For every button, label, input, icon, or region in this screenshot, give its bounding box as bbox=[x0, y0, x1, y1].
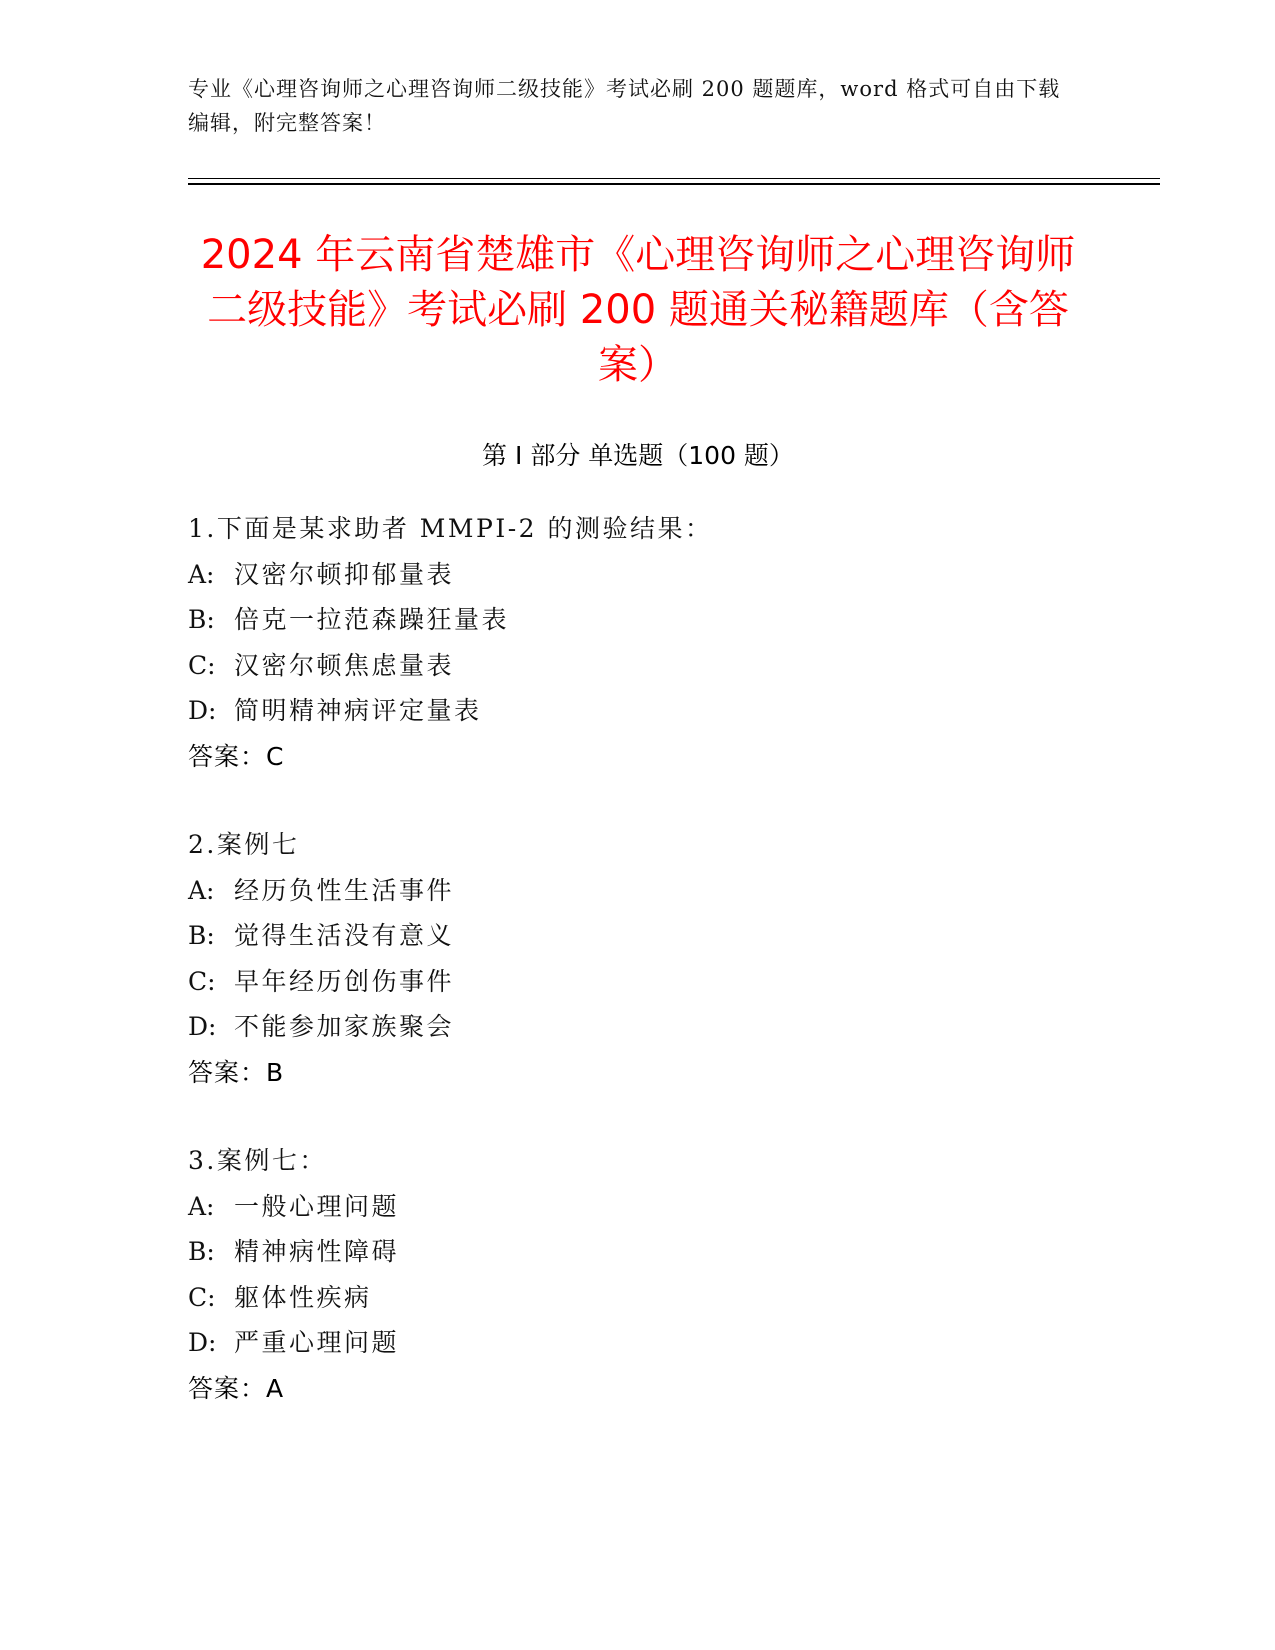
option-d bbox=[188, 1004, 1088, 1050]
option-letter: D: bbox=[188, 1012, 217, 1041]
option-c bbox=[188, 959, 1088, 1005]
option-text: 汉密尔顿抑郁量表 bbox=[234, 559, 455, 589]
option-d bbox=[188, 1320, 1088, 1366]
option-b bbox=[188, 1229, 1088, 1275]
option-text: 严重心理问题 bbox=[234, 1328, 400, 1357]
option-a bbox=[188, 868, 1088, 914]
option-letter: D: bbox=[188, 1328, 217, 1357]
option-text: 早年经历创伤事件 bbox=[234, 966, 455, 996]
option-letter: B: bbox=[188, 1237, 215, 1266]
option-letter: D: bbox=[188, 696, 217, 725]
option-a bbox=[188, 552, 1088, 598]
option-letter: A: bbox=[188, 875, 215, 905]
option-text: 一般心理问题 bbox=[234, 1191, 400, 1221]
option-text: 汉密尔顿焦虑量表 bbox=[234, 650, 455, 680]
option-d bbox=[188, 688, 1088, 734]
option-letter: A: bbox=[188, 1191, 215, 1221]
question-3 bbox=[188, 1138, 1088, 1411]
option-text: 觉得生活没有意义 bbox=[234, 921, 455, 950]
option-a bbox=[188, 1184, 1088, 1230]
answer-line: 答案：C bbox=[188, 741, 285, 771]
question-1 bbox=[188, 506, 1088, 779]
option-text: 倍克一拉范森躁狂量表 bbox=[234, 605, 510, 634]
option-text: 不能参加家族聚会 bbox=[234, 1012, 455, 1041]
option-text: 躯体性疾病 bbox=[234, 1282, 372, 1312]
header-note: 专业《心理咨询师之心理咨询师二级技能》考试必刷 200 题题库，word 格式可自由下载编辑，附完整答案！ bbox=[188, 77, 1061, 135]
question-stem: 2.案例七 bbox=[188, 830, 300, 859]
option-c bbox=[188, 1275, 1088, 1321]
question-stem: 1.下面是某求助者 MMPI-2 的测验结果： bbox=[188, 514, 713, 543]
option-letter: C: bbox=[188, 1282, 216, 1312]
question-stem: 3.案例七： bbox=[188, 1146, 327, 1175]
section-heading: 第 I 部分 单选题（100 题） bbox=[482, 441, 794, 470]
option-b bbox=[188, 913, 1088, 959]
option-letter: C: bbox=[188, 966, 216, 996]
option-letter: A: bbox=[188, 559, 215, 589]
option-letter: B: bbox=[188, 921, 215, 950]
question-2 bbox=[188, 822, 1088, 1095]
answer-line: 答案：A bbox=[188, 1373, 285, 1403]
document-title: 2024 年云南省楚雄市《心理咨询师之心理咨询师二级技能》考试必刷 200 题通关秘籍题库（含答案） bbox=[200, 232, 1076, 388]
header-divider-bottom bbox=[188, 183, 1160, 185]
option-text: 经历负性生活事件 bbox=[234, 875, 455, 905]
option-c bbox=[188, 643, 1088, 689]
answer-line: 答案：B bbox=[188, 1057, 285, 1087]
option-letter: B: bbox=[188, 605, 215, 634]
option-text: 简明精神病评定量表 bbox=[234, 696, 482, 725]
option-b bbox=[188, 597, 1088, 643]
option-letter: C: bbox=[188, 650, 216, 680]
header-divider-top bbox=[188, 178, 1160, 179]
option-text: 精神病性障碍 bbox=[234, 1237, 400, 1266]
